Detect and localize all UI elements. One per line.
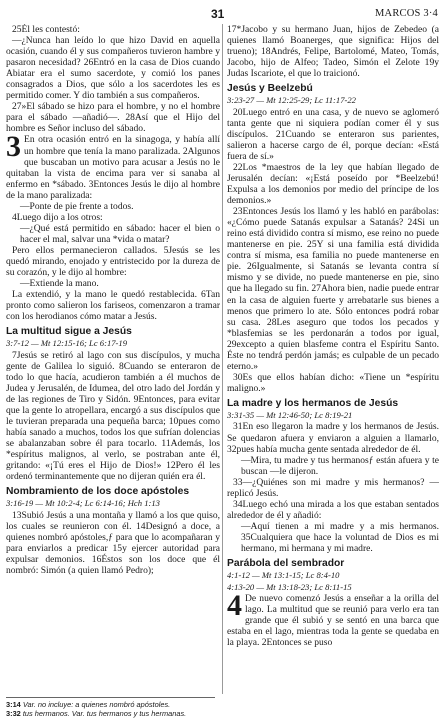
verse-paragraph: Pero ellos permanecieron callados. 5Jesús se les quedó mirando, enojado y entristecido por la dureza de su corazón, y le dijo al hombre: — [6, 244, 220, 279]
verse-paragraph: —¿Qué está permitido en sábado: hacer el bien o hacer el mal, salvar una *vida o matar? — [20, 222, 220, 245]
section-heading: La madre y los hermanos de Jesús — [227, 397, 399, 409]
page-number: 31 — [211, 7, 225, 21]
chapter-number: 4 — [227, 589, 242, 623]
footnote — [6, 700, 215, 709]
text-columns — [6, 24, 443, 694]
column-divider — [222, 24, 223, 694]
verse-paragraph: —Extiende la mano. — [20, 278, 99, 290]
verse-text: De nuevo comenzó Jesús a enseñar a la orilla del lago. La multitud que se reunió para verlo era tan grande que él subió y se sentó en una barca que estaba en el lago, mientras toda la gente se quedaba en la playa. 2Entonces se puso — [227, 593, 439, 649]
verse-paragraph: 22Los *maestros de la ley que habían llegado de Jerusalén decían: «¡Está poseído por *Beelzebú! Expulsa a los demonios por medio del príncipe de los demonios.» — [227, 161, 439, 207]
footnote-ref: 3:14 — [6, 700, 21, 709]
verse-text: En otra ocasión entró en la sinagoga, y había allí un hombre que tenía la mano paralizada. 2Algunos que buscaban un motivo para acusar a Jesús no le quitaban la vista de encima para ver si sanaba al enfermo en *sábado. 3Entonces Jesús le dijo al hombre de la mano paralizada: — [6, 134, 220, 201]
section-heading: La multitud sigue a Jesús — [6, 326, 132, 338]
footnotes — [6, 697, 215, 718]
verse-paragraph: 13Subió Jesús a una montaña y llamó a los que quiso, los cuales se reunieron con él. 14Designó a doce, a quienes nombró apóstoles,ƒ para que lo acompañaran y para enviarlos a predicar 15y ejercer autoridad para expulsar demonios. 16Éstos son los doce que él nombró: Simón (a quien llamó Pedro); — [6, 509, 220, 577]
left-column — [6, 24, 220, 694]
right-column — [227, 24, 439, 694]
verse-paragraph: 7Jesús se retiró al lago con sus discípulos, y mucha gente de Galilea lo siguió. 8Cuando se enteraron de todo lo que hacía, acudieron también a él muchos de Judea y Jerusalén, de Idumea, del otro lado del Jordán y de las regiones de Tiro y Sidón. 9Entonces, para evitar que la gente lo atropellara, encargó a sus discípulos que le tuvieran preparada una pequeña barca; 10pues como había sanado a muchos, todos los que sufrían dolencias se abalanzaban sobre él para tocarlo. 11Además, los *espíritus malignos, al verlo, se postraban ante él, gritando: «¡Tú eres el Hijo de Dios!» 12Pero él les ordenó terminantemente que no dijeran quién era él. — [6, 349, 220, 483]
verse-paragraph: 23Entonces Jesús los llamó y les habló en parábolas: «¿Cómo puede Satanás expulsar a Satanás? 24Si un reino está dividido contra sí mismo, ese reino no puede mantenerse en pie. 25Y si una familia está dividida contra sí misma, esa familia no puede mantenerse en pie. 26Igualmente, si Satanás se levanta contra sí mismo y se divide, no puede mantenerse en pie, sino que ha llegado su fin. 27Ahora bien, nadie puede entrar en la casa de alguien fuerte y arrebatarle sus bienes a menos que primero lo ate. Sólo entonces podrá robar su casa. 28Les aseguro que todos los pecados y *blasfemias se les perdonarán a todos por igual, 29excepto a quien blasfeme contra el Espíritu Santo. Éste no tendrá perdón jamás; es culpable de un pecado eterno.» — [227, 206, 439, 372]
section-heading: Nombramiento de los doce apóstoles — [6, 486, 190, 498]
section-heading: Parábola del sembrador — [227, 558, 345, 570]
parallel-references: 3:23-27 — Mt 12:25-29; Lc 11:17-22 — [227, 95, 356, 106]
verse-paragraph: —Ponte de pie frente a todos. — [20, 200, 134, 212]
parallel-references: 3:7-12 — Mt 12:15-16; Lc 6:17-19 — [6, 338, 128, 349]
section-heading: Jesús y Beelzebú — [227, 83, 313, 95]
parallel-references: 4:1-12 — Mt 13:1-15; Lc 8:4-10 — [227, 570, 340, 581]
verse-paragraph: La extendió, y la mano le quedó restablecida. 6Tan pronto como salieron los fariseos, comenzaron a tramar con los herodianos cómo matar a Jesús. — [6, 289, 220, 323]
verse-paragraph: 33—¿Quiénes son mi madre y mis hermanos? —replicó Jesús. — [227, 476, 439, 499]
verse-paragraph: —Aquí tienen a mi madre y a mis hermanos. 35Cualquiera que hace la voluntad de Dios es mi hermano, mi hermana y mi madre. — [241, 520, 439, 554]
verse-paragraph: 30Es que ellos habían dicho: «Tiene un *espíritu maligno.» — [227, 371, 439, 394]
parallel-references: 3:31-35 — Mt 12:46-50; Lc 8:19-21 — [227, 409, 353, 420]
verse-paragraph: 17*Jacobo y su hermano Juan, hijos de Zebedeo (a quienes llamó Boanerges, que significa: Hijos del trueno); 18Andrés, Felipe, Bartolomé, Mateo, Tomás, Jacobo, hijo de Alfeo; Tadeo, Simón el Zelote 19y Judas Iscariote, el que lo traicionó. — [227, 24, 439, 80]
chapter-opening-paragraph — [227, 589, 439, 649]
footnote-ref: 3:32 — [6, 709, 21, 718]
parallel-references: 3:16-19 — Mt 10:2-4; Lc 6:14-16; Hch 1:13 — [6, 498, 160, 509]
page-header — [6, 4, 442, 26]
chapter-opening-paragraph — [6, 130, 220, 201]
running-head: MARCOS 3·4 — [375, 8, 438, 19]
footnote-text: Var. no incluye: a quienes nombró apóstoles. — [22, 700, 171, 709]
chapter-number: 3 — [6, 130, 21, 164]
footnote-text: tus hermanos. Var. tus hermanos y tus hermanas. — [22, 709, 187, 718]
parallel-references: 4:13-20 — Mt 13:18-23; Lc 8:11-15 — [227, 581, 352, 592]
verse-paragraph: 34Luego echó una mirada a los que estaban sentados alrededor de él y añadió: — [227, 498, 439, 521]
verse-paragraph: 31En eso llegaron la madre y los hermanos de Jesús. Se quedaron afuera y enviaron a alguien a llamarlo, 32pues había mucha gente sentada alrededor de él. — [227, 421, 439, 455]
verse-paragraph: —¿Nunca han leído lo que hizo David en aquella ocasión, cuando él y sus compañeros tuvieron hambre y pasaron necesidad? 26Entró en la casa de Dios cuando Abiatar era el sumo sacerdote, y comió los panes consagrados a Dios, que sólo a los sacerdotes les es permitido comer. Y dio también a sus compañeros. — [6, 35, 220, 102]
footnote — [6, 709, 215, 718]
verse-paragraph: 27»El sábado se hizo para el hombre, y no el hombre para el sábado —añadió—. 28Así que el Hijo del hombre es Señor incluso del sábado. — [6, 101, 220, 135]
verse-paragraph: 25Él les contestó: — [12, 24, 80, 35]
verse-paragraph: 20Luego entró en una casa, y de nuevo se aglomeró tanta gente que ni siquiera podían comer él y sus discípulos. 21Cuando se enteraron sus parientes, salieron a hacerse cargo de él, porque decían: «Está fuera de sí.» — [227, 106, 439, 162]
verse-paragraph: —Mira, tu madre y tus hermanosƒ están afuera y te buscan —le dijeron. — [241, 454, 439, 477]
verse-paragraph: 4Luego dijo a los otros: — [12, 211, 103, 223]
